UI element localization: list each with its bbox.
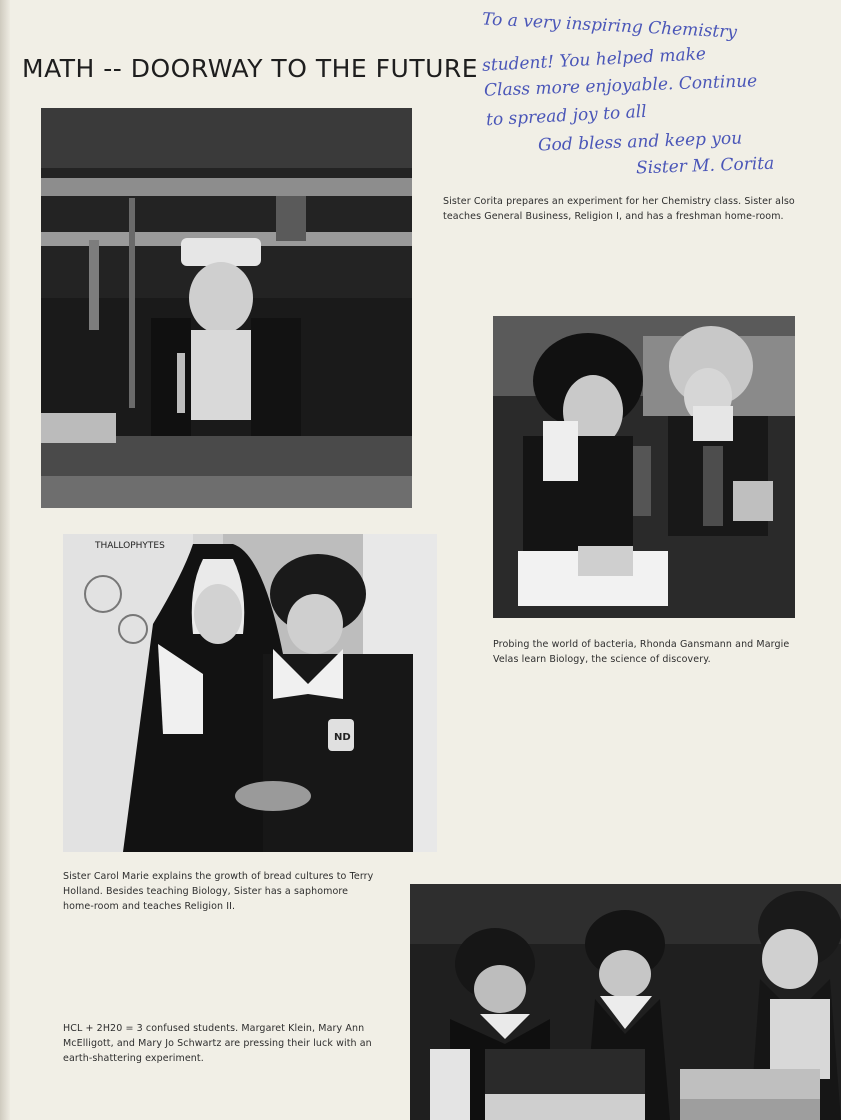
chemistry-caption: Sister Corita prepares an experiment for her Chemistry class. Sister also teaches General Business, Religion I, and has a freshman home-room.	[443, 196, 795, 222]
page-title: MATH -- DOORWAY TO THE FUTURE	[22, 54, 479, 83]
confused-students-caption: HCL + 2H20 = 3 confused students. Margaret Klein, Mary Ann McElligott, and Mary Jo Schwartz are pressing their luck with an earth-shattering experiment.	[63, 1023, 372, 1064]
inscription-line: To a very inspiring Chemistry	[481, 9, 738, 43]
bread-cultures-caption: Sister Carol Marie explains the growth of bread cultures to Terry Holland. Besides teaching Biology, Sister has a saphomore home-room and teaches Religion II.	[63, 871, 374, 912]
inscription-line: Class more enjoyable. Continue	[483, 71, 758, 101]
page-binding-edge	[0, 0, 10, 1120]
inscription-signature: Sister M. Corita	[635, 153, 775, 179]
poster-label: THALLOPHYTES	[95, 541, 165, 551]
confused-students-photo	[410, 884, 841, 1120]
inscription-line: student! You helped make	[481, 44, 707, 76]
biology-caption: Probing the world of bacteria, Rhonda Gansmann and Margie Velas learn Biology, the science of discovery.	[493, 639, 790, 665]
chemistry-photo	[41, 108, 412, 508]
inscription-line: to spread joy to all	[485, 101, 648, 131]
uniform-badge: ND	[334, 732, 351, 743]
bread-cultures-photo	[63, 534, 437, 852]
handwritten-inscription	[478, 8, 828, 183]
inscription-line: God bless and keep you	[537, 128, 743, 156]
biology-photo	[493, 316, 795, 618]
